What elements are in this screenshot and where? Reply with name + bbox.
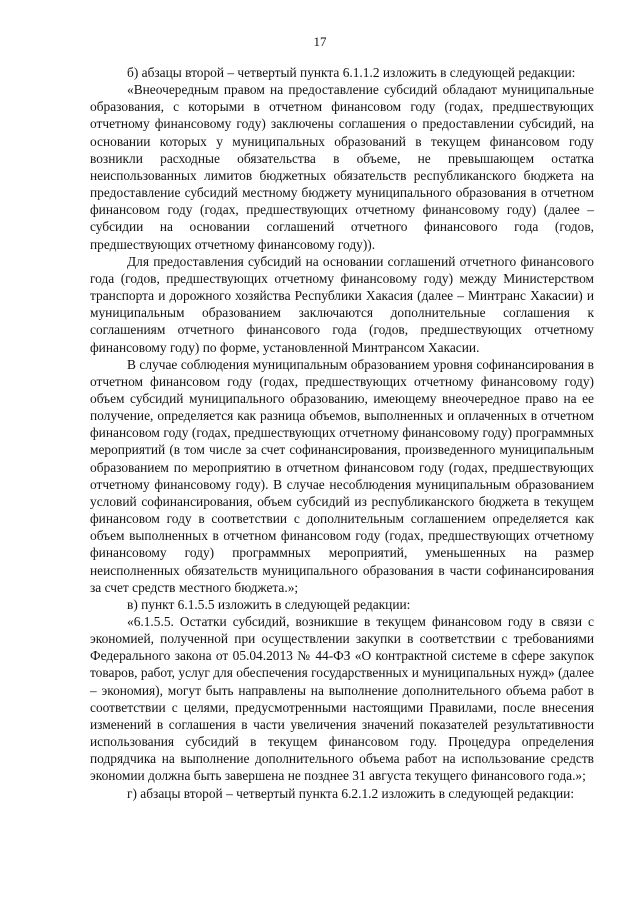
paragraph-amendment-d: г) абзацы второй – четвертый пункта 6.2.1.2 изложить в следующей редакции: [127,785,575,801]
page-number: 17 [313,34,327,49]
paragraph-priority-right: «Внеочередным правом на предоставление субсидий обладают муниципальные образования, с которыми в отчетном финансовом году (годах, предшествующих отчетному финансовому году) заключены соглашения о предоставлении субсидий, на основании которых у муниципальных образований в текущем финансовом году возникли расходные обязательства в объеме, не превышающем остатка неиспользованных лимитов бюджетных обязательств республиканского бюджета на предоставление субсидий местному бюджету муниципального образования в отчетном финансовом году (годах, предшествующих отчетному финансовому году) (далее – субсидии на основании соглашений отчетного финансового года (годов, предшествующих отчетному финансовому году)). [90,82,594,252]
paragraph-amendment-c: в) пункт 6.1.5.5 изложить в следующей редакции: [127,596,411,612]
paragraph-additional-agreements: Для предоставления субсидий на основании соглашений отчетного финансового года (годов, предшествующих отчетному финансовому году) между Министерством транспорта и дорожного хозяйства Республики Хакасия (далее – Минтранс Хакасии) и муниципальным образованием заключаются дополнительные соглашения к соглашениям отчетного финансового года (годов, предшествующих отчетному финансовому году) по форме, установленной Минтрансом Хакасии. [90,253,594,355]
document-body [90,64,594,802]
paragraph-cofinancing: В случае соблюдения муниципальным образованием уровня софинансирования в отчетном финансовом году (годах, предшествующих отчетному финансовому году) объем субсидий муниципального образованию, имеющему внеочередное право на ее получение, определяется как разница объемов, выполненных и оплаченных в отчетном финансовом году (годах, предшествующих отчетному финансовому году) программных мероприятий (в том числе за счет софинансирования, произведенного муниципальным образованием по мероприятию в отчетном финансовом году (годах, предшествующих отчетному финансовому году). В случае несоблюдения муниципальным образованием условий софинансирования, объем субсидий из республиканского бюджета в текущем финансовом году в соответствии с дополнительным соглашением определяется как объем выполненных в отчетном финансовом году (годах, предшествующих отчетному финансовому году) программных мероприятий, уменьшенных на размер неисполненных обязательств муниципального образования в части софинансирования за счет средств местного бюджета.»; [90,356,594,595]
paragraph-clause-6155: «6.1.5.5. Остатки субсидий, возникшие в текущем финансовом году в связи с экономией, полученной при осуществлении закупки в соответствии с требованиями Федерального закона от 05.04.2013 № 44-ФЗ «О контрактной системе в сфере закупок товаров, работ, услуг для обеспечения государственных и муниципальных нужд» (далее – экономия), могут быть направлены на выполнение дополнительного объема работ в соответствии с целями, предусмотренными настоящими Правилами, после внесения изменений в соглашения в части увеличения значений показателей результативности использования субсидий в текущем финансовом году. Процедура определения подрядчика на выполнение дополнительного объема работ на использование средств экономии должна быть завершена не позднее 31 августа текущего финансового года.»; [90,614,594,784]
paragraph-amendment-b: б) абзацы второй – четвертый пункта 6.1.1.2 изложить в следующей редакции: [127,65,576,80]
